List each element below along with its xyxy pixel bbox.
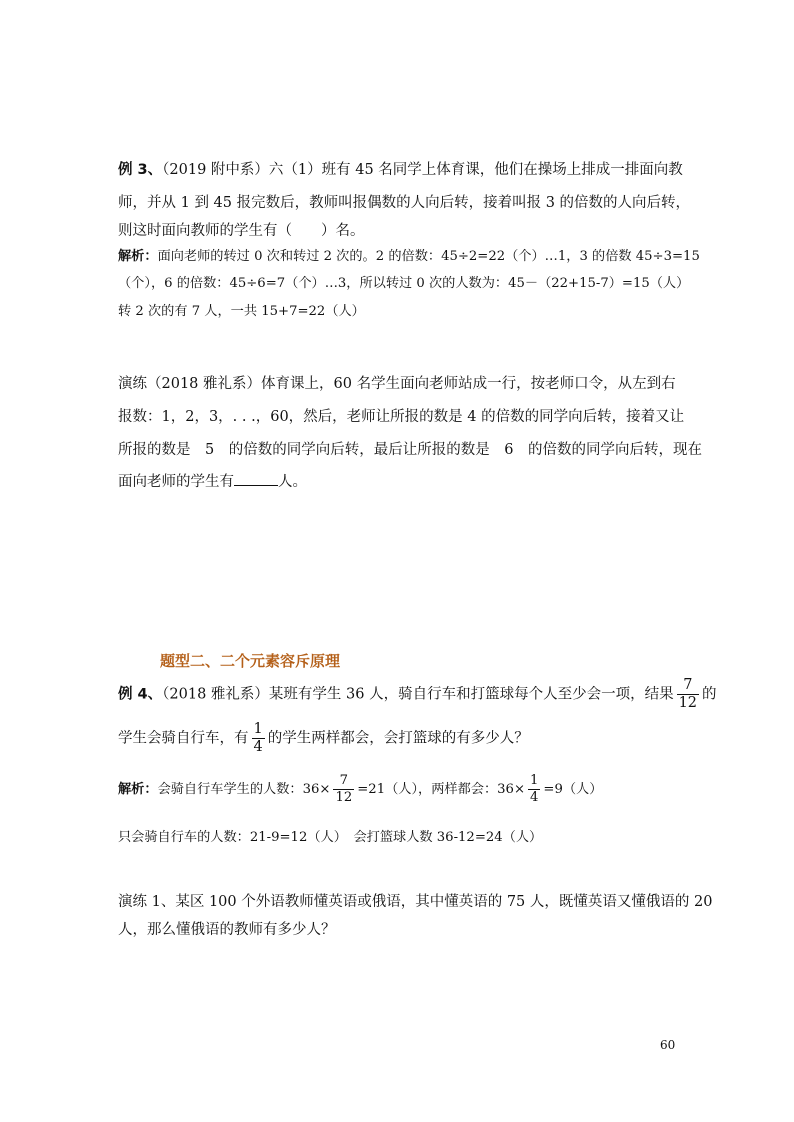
practice1-line4: 面向老师的学生有 人。 bbox=[118, 474, 307, 490]
answer-blank bbox=[234, 473, 278, 486]
example4-line2: 学生会骑自行车，有 $\frac{1}{4}$ 的学生两样都会，会打篮球的有多少人？ bbox=[118, 721, 529, 756]
solution-fraction-seven-twelfths: $\frac{7}{12}$ bbox=[335, 773, 353, 805]
example3-line3: 则这时面向教师的学生有（ ）名。 bbox=[118, 223, 365, 239]
example4-label: 例 4、 bbox=[118, 686, 163, 703]
example3-solution-line1: 解析：面向老师的转过 0 次和转过 2 次的。2 的倍数：45÷2=22（个）…1，3 的倍数 45÷3=15 bbox=[118, 249, 700, 264]
example3-solution-line2: （个），6 的倍数：45÷6=7（个）…3，所以转过 0 次的人数为：45－（22+15-7）=15（人） bbox=[118, 276, 690, 291]
example4-solution-line2: 只会骑自行车的人数：21-9=12（人） 会打篮球人数 36-12=24（人） bbox=[118, 830, 543, 845]
fraction-seven-twelfths: $\frac{7}{12}$ bbox=[678, 677, 698, 712]
practice2-line2: 人，那么懂俄语的教师有多少人？ bbox=[118, 922, 336, 938]
example4-line1: 例 4、（2018 雅礼系）某班有学生 36 人，骑自行车和打篮球每个人至少会一项，结果 $\frac{7}{12}$ 的 bbox=[118, 677, 717, 712]
fraction-one-quarter: $\frac{1}{4}$ bbox=[253, 721, 263, 756]
page-number: 60 bbox=[660, 1038, 676, 1052]
example3-solution-label: 解析： bbox=[118, 249, 158, 264]
practice1-line1: 演练（2018 雅礼系）体育课上，60 名学生面向老师站成一行，按老师口令，从左到右 bbox=[118, 376, 676, 392]
example4-solution-label: 解析： bbox=[118, 781, 158, 797]
example3-solution-line3: 转 2 次的有 7 人，一共 15+7=22（人） bbox=[118, 304, 365, 319]
solution-fraction-one-quarter: $\frac{1}{4}$ bbox=[530, 773, 539, 805]
section-heading: 题型二、二个元素容斥原理 bbox=[160, 652, 341, 670]
practice1-line2: 报数：1，2，3，. . .，60，然后，老师让所报的数是 4 的倍数的同学向后转，接着又让 bbox=[118, 409, 685, 425]
example3-line1: 例 3、（2019 附中系）六（1）班有 45 名同学上体育课，他们在操场上排成一排面向教 bbox=[118, 162, 683, 178]
example4-solution-line1: 解析：会骑自行车学生的人数：36× $\frac{7}{12}$ =21（人），两样都会：36× $\frac{1}{4}$ =9（人） bbox=[118, 773, 603, 805]
example3-label: 例 3、 bbox=[118, 162, 163, 178]
example3-line2: 师，并从 1 到 45 报完数后，教师叫报偶数的人向后转，接着叫报 3 的倍数的人向后转， bbox=[118, 195, 691, 211]
practice1-line3: 所报的数是 5 的倍数的同学向后转，最后让所报的数是 6 的倍数的同学向后转，现在 bbox=[118, 442, 702, 458]
practice2-line1: 演练 1、某区 100 个外语教师懂英语或俄语，其中懂英语的 75 人，既懂英语又懂俄语的 20 bbox=[118, 894, 713, 910]
